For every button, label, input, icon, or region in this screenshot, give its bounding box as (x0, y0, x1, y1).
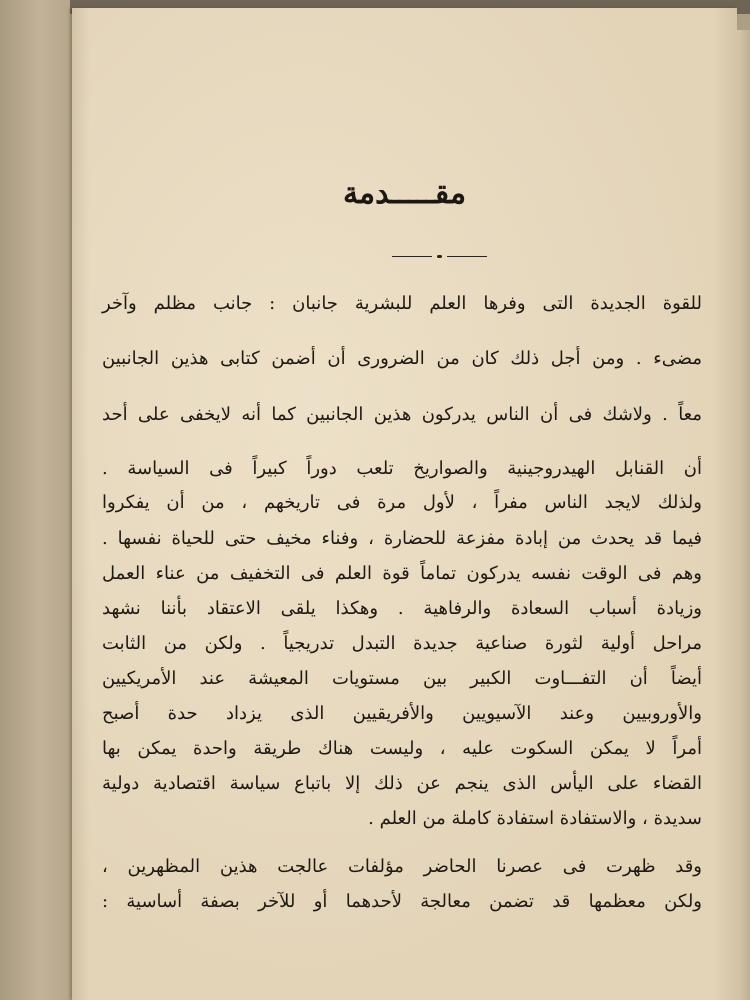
ornament-line-left (392, 256, 432, 257)
text-line: للقوة الجديدة التى وفرها العلم للبشرية جانبان : جانب مظلم وآخر (102, 293, 702, 314)
text-line: وزيادة أسباب السعادة والرفاهية . وهكذا يلقى الاعتقاد بأننا نشهد (102, 598, 702, 619)
ornament-line-right (447, 256, 487, 257)
text-line: مراحل أولية لثورة صناعية جديدة التبدل تدريجياً . ولكن من الثابت (102, 633, 702, 654)
text-line: وهم فى الوقت نفسه يدركون تماماً قوة العلم فى التخفيف من عناء العمل (102, 563, 702, 584)
page-title: مقـــــدمة (342, 176, 467, 211)
text-line: أيضاً أن التفـــاوت الكبير بين مستويات المعيشة عند الأمريكيين (102, 668, 702, 689)
page-edge (736, 30, 750, 1000)
title-ornament (392, 254, 487, 260)
text-line: سديدة ، والاستفادة استفادة كاملة من العلم . (368, 808, 702, 829)
text-line: والأوروبيين وعند الآسيويين والأفريقيين الذى يزداد حدة أصبح (102, 703, 702, 724)
ornament-dot (437, 255, 442, 258)
text-line: أن القنابل الهيدروجينية والصواريخ تلعب دوراً كبيراً فى السياسة . (102, 458, 702, 479)
text-line: مضىء . ومن أجل ذلك كان من الضرورى أن أضمن كتابى هذين الجانبين (102, 348, 702, 369)
text-line: القضاء على اليأس الذى ينجم عن ذلك إلا باتباع سياسة اقتصادية دولية (102, 773, 702, 794)
text-line: وقد ظهرت فى عصرنا الحاضر مؤلفات عالجت هذين المظهرين ، (102, 856, 702, 877)
text-line: أمراً لا يمكن السكوت عليه ، وليست هناك طريقة واحدة يمكن بها (102, 738, 702, 759)
book-page (72, 8, 737, 1000)
text-line: ولكن معظمها قد تضمن معالجة لأحدهما أو للآخر بصفة أساسية : (102, 891, 702, 912)
text-line: ولذلك لايجد الناس مفراً ، لأول مرة فى تاريخهم ، من أن يفكروا (102, 492, 702, 513)
text-line: فيما قد يحدث من إبادة مفزعة للحضارة ، وفناء مخيف حتى للحياة نفسها . (102, 528, 702, 549)
text-line: معاً . ولاشك فى أن الناس يدركون هذين الجانبين كما أنه لايخفى على أحد (102, 404, 702, 425)
